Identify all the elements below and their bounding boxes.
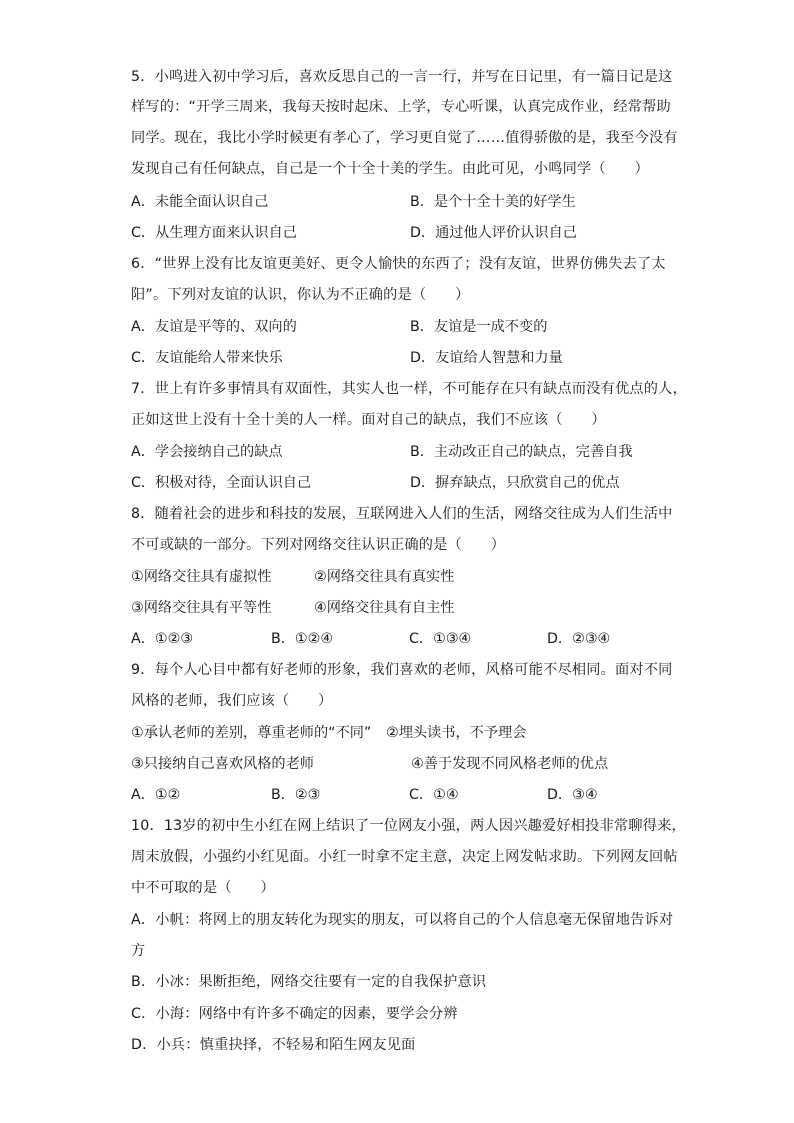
question-8-statement-2: ②网络交往具有真实性 [314, 569, 455, 585]
question-7-option-a: A．学会接纳自己的缺点 [131, 444, 283, 460]
question-6-option-c: C．友谊能给人带来快乐 [131, 350, 283, 366]
question-6-option-a: A．友谊是平等的、双向的 [131, 319, 297, 335]
question-7-option-d: D．摒弃缺点，只欣赏自己的优点 [410, 475, 620, 491]
question-6-option-d: D．友谊给人智慧和力量 [410, 350, 563, 366]
question-9-statement-1: ①承认老师的差别，尊重老师的“不同” [131, 725, 372, 741]
question-10-option-d: D．小兵：慎重抉择，不轻易和陌生网友见面 [131, 1037, 416, 1053]
question-5-stem-line: 样写的：“开学三周来，我每天按时起床、上学，专心听课，认真完成作业，经常帮助 [131, 99, 671, 115]
question-8-option-c: C．①③④ [409, 631, 472, 647]
question-8-statement-3: ③网络交往具有平等性 [131, 600, 272, 616]
question-10-stem-line: 周末放假，小强约小红见面。小红一时拿不定主意，决定上网发帖求助。下列网友回帖 [131, 849, 678, 865]
question-8-stem-line: 8．随着社会的进步和科技的发展，互联网进入人们的生活，网络交往成为人们生活中 [131, 506, 673, 522]
question-7-stem-line: 7．世上有许多事情具有双面性，其实人也一样，不可能存在只有缺点而没有优点的人， [131, 381, 687, 397]
question-8-option-b: B．①②④ [271, 631, 334, 647]
question-9-stem-line: 风格的老师，我们应该（ ） [131, 693, 333, 709]
question-7-option-b: B．主动改正自己的缺点，完善自我 [410, 444, 633, 460]
question-5-stem-line: 发现自己有任何缺点，自己是一个十全十美的学生。由此可见，小鸣同学（ ） [131, 161, 649, 177]
question-9-option-d: D．③④ [547, 787, 598, 803]
question-6-stem-line: 6．“世界上没有比友谊更美好、更令人愉快的东西了；没有友谊，世界仿佛失去了太 [131, 256, 666, 272]
question-5-option-d: D．通过他人评价认识自己 [410, 225, 577, 241]
question-5-stem-line: 同学。现在，我比小学时候更有孝心了，学习更自觉了……值得骄傲的是，我至今没有 [131, 130, 678, 146]
question-10-stem-line: 10．13岁的初中生小红在网上结识了一位网友小强，两人因兴趣爱好相投非常聊得来， [131, 818, 686, 834]
question-8-statement-1: ①网络交往具有虚拟性 [131, 569, 272, 585]
question-5-option-b: B．是个十全十美的好学生 [410, 194, 576, 210]
question-7-option-c: C．积极对待，全面认识自己 [131, 475, 312, 491]
question-5-option-c: C．从生理方面来认识自己 [131, 225, 297, 241]
question-10-option-a-cont: 方 [131, 943, 146, 959]
question-6-stem-line: 阳”。下列对友谊的认识，你认为不正确的是（ ） [131, 287, 470, 303]
question-6-option-b: B．友谊是一成不变的 [410, 319, 548, 335]
question-10-stem-line: 中不可取的是（ ） [131, 880, 275, 896]
question-10-option-c: C．小海：网络中有许多不确定的因素，要学会分辨 [131, 1006, 458, 1022]
question-8-option-a: A．①②③ [131, 631, 194, 647]
question-9-option-a: A．①② [131, 787, 181, 803]
question-10-option-b: B．小冰：果断拒绝，网络交往要有一定的自我保护意识 [131, 974, 487, 990]
question-7-stem-line: 正如这世上没有十全十美的人一样。面对自己的缺点，我们不应该（ ） [131, 412, 606, 428]
question-5-option-a: A．未能全面认识自己 [131, 194, 269, 210]
question-9-option-c: C．①④ [409, 787, 459, 803]
question-8-stem-line: 不可或缺的一部分。下列对网络交往认识正确的是（ ） [131, 537, 506, 553]
question-8-option-d: D．②③④ [547, 631, 611, 647]
question-9-option-b: B．②③ [271, 787, 321, 803]
question-9-statement-3: ③只接纳自己喜欢风格的老师 [131, 756, 314, 772]
question-9-stem-line: 9．每个人心目中都有好老师的形象，我们喜欢的老师，风格可能不尽相同。面对不同 [131, 662, 673, 678]
question-10-option-a: A．小帆：将网上的朋友转化为现实的朋友，可以将自己的个人信息毫无保留地告诉对 [131, 912, 674, 928]
question-5-stem-line: 5．小鸣进入初中学习后，喜欢反思自己的一言一行，并写在日记里，有一篇日记是这 [131, 69, 673, 85]
question-9-statement-4: ④善于发现不同风格老师的优点 [411, 756, 609, 772]
question-9-statement-2: ②埋头读书，不予理会 [386, 725, 527, 741]
question-8-statement-4: ④网络交往具有自主性 [314, 600, 455, 616]
